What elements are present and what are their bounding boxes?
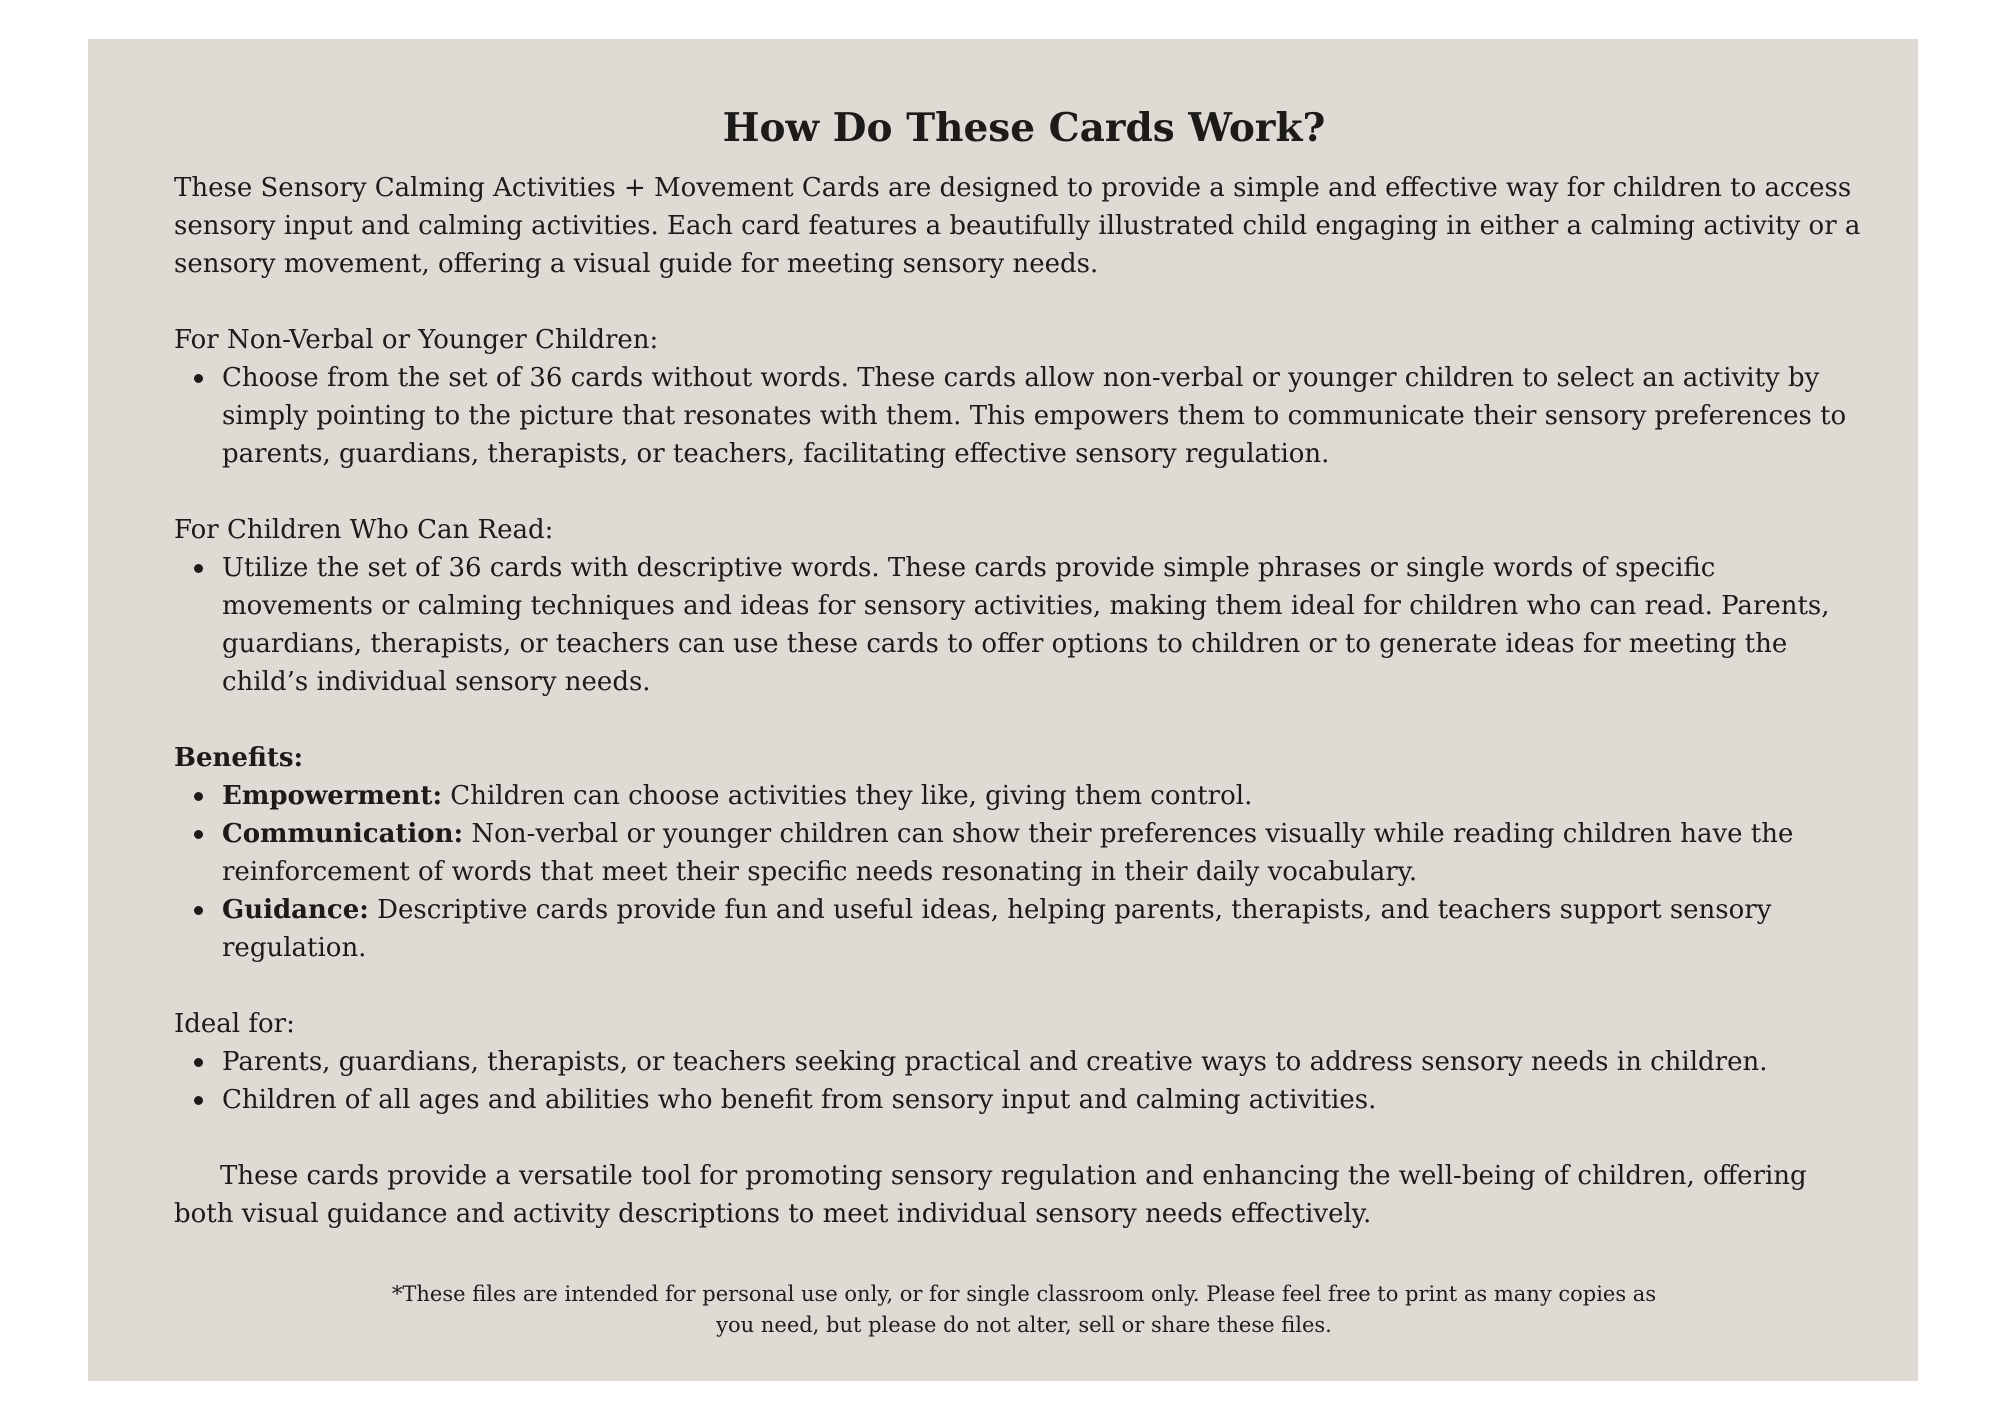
list-item: Children of all ages and abilities who benefit from sensory input and calming activities. [222, 1081, 1874, 1119]
benefit-text: Children can choose activities they like, giving them control. [442, 781, 1253, 811]
section-ideal [174, 1005, 1874, 1119]
section-nonverbal [174, 321, 1874, 473]
benefit-lead: Empowerment: [222, 781, 443, 811]
section-heading-readers: For Children Who Can Read: [174, 515, 554, 545]
benefit-item-communication [222, 815, 1874, 891]
benefit-lead: Communication: [222, 819, 464, 849]
nonverbal-list [174, 359, 1874, 473]
footnote: *These files are intended for personal use only, or for single classroom only. Please feel free to print as many copies as you need, but please do not alter, sell or share these files. [391, 1282, 1657, 1337]
document-body [174, 103, 1874, 1341]
section-benefits [174, 739, 1874, 967]
benefit-item-guidance [222, 891, 1874, 967]
section-heading-benefits: Benefits: [174, 743, 304, 773]
content-panel [88, 39, 1918, 1381]
readers-list [174, 549, 1874, 701]
benefit-text: Non-verbal or younger children can show their preferences visually while reading children have the reinforcement of words that meet their specific needs resonating in their daily vocabulary. [222, 819, 1794, 887]
closing-paragraph: These cards provide a versatile tool for promoting sensory regulation and enhancing the well-being of children, offering both visual guidance and activity descriptions to meet individual sensory needs effectively. [174, 1161, 1807, 1229]
section-readers [174, 511, 1874, 701]
benefit-text: Descriptive cards provide fun and useful ideas, helping parents, therapists, and teachers support sensory regulation. [222, 895, 1772, 963]
list-item: Choose from the set of 36 cards without words. These cards allow non-verbal or younger children to select an activity by simply pointing to the picture that resonates with them. This empowers them to communicate their sensory preferences to parents, guardians, therapists, or teachers, facilitating effective sensory regulation. [222, 359, 1874, 473]
section-heading-ideal: Ideal for: [174, 1009, 295, 1039]
intro-paragraph: These Sensory Calming Activities + Movement Cards are designed to provide a simple and effective way for children to access sensory input and calming activities. Each card features a beautifully illustrated child engaging in either a calming activity or a sensory movement, offering a visual guide for meeting sensory needs. [174, 173, 1861, 279]
ideal-list [174, 1043, 1874, 1119]
page-title: How Do These Cards Work? [722, 105, 1326, 151]
section-heading-nonverbal: For Non-Verbal or Younger Children: [174, 325, 659, 355]
benefit-item-empowerment [222, 777, 1874, 815]
benefit-lead: Guidance: [222, 895, 369, 925]
benefits-list [174, 777, 1874, 967]
list-item: Utilize the set of 36 cards with descriptive words. These cards provide simple phrases or single words of specific movements or calming techniques and ideas for sensory activities, making them ideal for children who can read. Parents, guardians, therapists, or teachers can use these cards to offer options to children or to generate ideas for meeting the child’s individual sensory needs. [222, 549, 1874, 701]
list-item: Parents, guardians, therapists, or teachers seeking practical and creative ways to address sensory needs in children. [222, 1043, 1874, 1081]
